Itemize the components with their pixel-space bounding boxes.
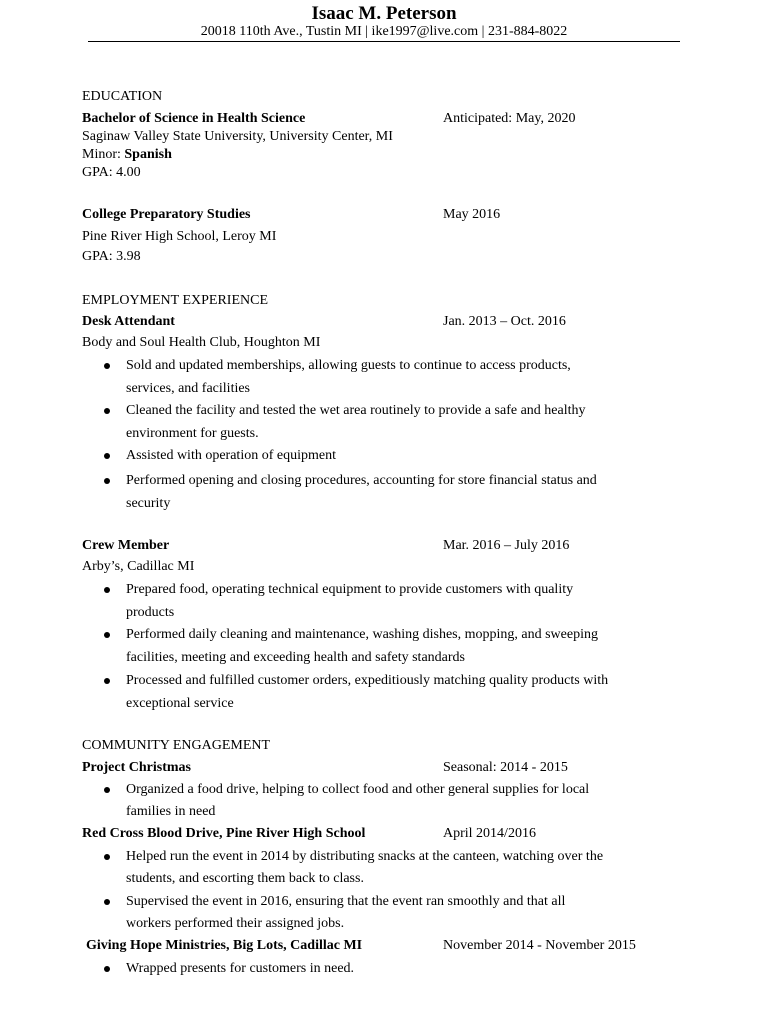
- activity-bullet-line: Supervised the event in 2016, ensuring that the event ran smoothly and that all: [126, 894, 566, 909]
- highschool-gpa: GPA: 3.98: [82, 249, 141, 264]
- bullet-icon: [104, 478, 110, 484]
- bullet-icon: [104, 408, 110, 414]
- job-bullet-line: products: [126, 605, 175, 620]
- bullet-icon: [104, 678, 110, 684]
- employment-heading: EMPLOYMENT EXPERIENCE: [82, 293, 269, 308]
- job-bullet-line: Cleaned the facility and tested the wet area routinely to provide a safe and healthy: [126, 403, 586, 418]
- bullet-icon: [104, 632, 110, 638]
- job-bullet-line: facilities, meeting and exceeding health and safety standards: [126, 650, 465, 665]
- job-bullet-line: security: [126, 496, 171, 511]
- highschool-name: Pine River High School, Leroy MI: [82, 229, 277, 244]
- job-bullet-line: Prepared food, operating technical equipment to provide customers with quality: [126, 582, 574, 597]
- activity-bullet-line: Organized a food drive, helping to collect food and other general supplies for local: [126, 782, 590, 797]
- bullet-icon: [104, 787, 110, 793]
- activity-date: April 2014/2016: [443, 826, 536, 841]
- bullet-icon: [104, 453, 110, 459]
- university-gpa: GPA: 4.00: [82, 165, 141, 180]
- degree-date: Anticipated: May, 2020: [443, 111, 576, 126]
- bullet-icon: [104, 966, 110, 972]
- bullet-icon: [104, 587, 110, 593]
- job-bullet-line: services, and facilities: [126, 381, 251, 396]
- job-bullet-line: environment for guests.: [126, 426, 259, 441]
- highschool-title: College Preparatory Studies: [82, 207, 251, 222]
- university-name: Saginaw Valley State University, University Center, MI: [82, 129, 393, 144]
- job-bullet-line: Assisted with operation of equipment: [126, 448, 336, 463]
- highschool-date: May 2016: [443, 207, 501, 222]
- bullet-icon: [104, 899, 110, 905]
- activity-title: Project Christmas: [82, 760, 191, 775]
- education-heading: EDUCATION: [82, 89, 163, 104]
- header-divider: [88, 41, 680, 42]
- job-date: Mar. 2016 – July 2016: [443, 538, 570, 553]
- community-heading: COMMUNITY ENGAGEMENT: [82, 738, 271, 753]
- activity-bullet-line: Helped run the event in 2014 by distributing snacks at the canteen, watching over the: [126, 849, 604, 864]
- activity-title: Red Cross Blood Drive, Pine River High School: [82, 826, 366, 841]
- job-bullet-line: Processed and fulfilled customer orders, expeditiously matching quality products with: [126, 673, 609, 688]
- minor-value: Spanish: [124, 147, 172, 162]
- employer-name: Body and Soul Health Club, Houghton MI: [82, 335, 321, 350]
- job-bullet-line: Performed daily cleaning and maintenance, washing dishes, mopping, and sweeping: [126, 627, 598, 642]
- contact-info: 20018 110th Ave., Tustin MI | ike1997@live.com | 231-884-8022: [200, 24, 568, 39]
- job-title: Desk Attendant: [82, 314, 175, 329]
- candidate-name: Isaac M. Peterson: [311, 3, 457, 24]
- activity-date: Seasonal: 2014 - 2015: [443, 760, 568, 775]
- activity-bullet-line: students, and escorting them back to class.: [126, 871, 364, 886]
- bullet-icon: [104, 363, 110, 369]
- bullet-icon: [104, 854, 110, 860]
- activity-bullet-line: Wrapped presents for customers in need.: [126, 961, 355, 976]
- job-bullet-line: Performed opening and closing procedures, accounting for store financial status and: [126, 473, 597, 488]
- job-date: Jan. 2013 – Oct. 2016: [443, 314, 566, 329]
- job-bullet-line: exceptional service: [126, 696, 234, 711]
- job-bullet-line: Sold and updated memberships, allowing guests to continue to access products,: [126, 358, 571, 373]
- job-title: Crew Member: [82, 538, 170, 553]
- minor-line: [82, 146, 172, 164]
- activity-date: November 2014 - November 2015: [443, 938, 636, 953]
- activity-bullet-line: workers performed their assigned jobs.: [126, 916, 345, 931]
- minor-label: Minor:: [82, 147, 125, 162]
- employer-name: Arby’s, Cadillac MI: [82, 559, 195, 574]
- activity-title: Giving Hope Ministries, Big Lots, Cadillac MI: [86, 938, 363, 953]
- activity-bullet-line: families in need: [126, 804, 216, 819]
- degree-title: Bachelor of Science in Health Science: [82, 111, 306, 126]
